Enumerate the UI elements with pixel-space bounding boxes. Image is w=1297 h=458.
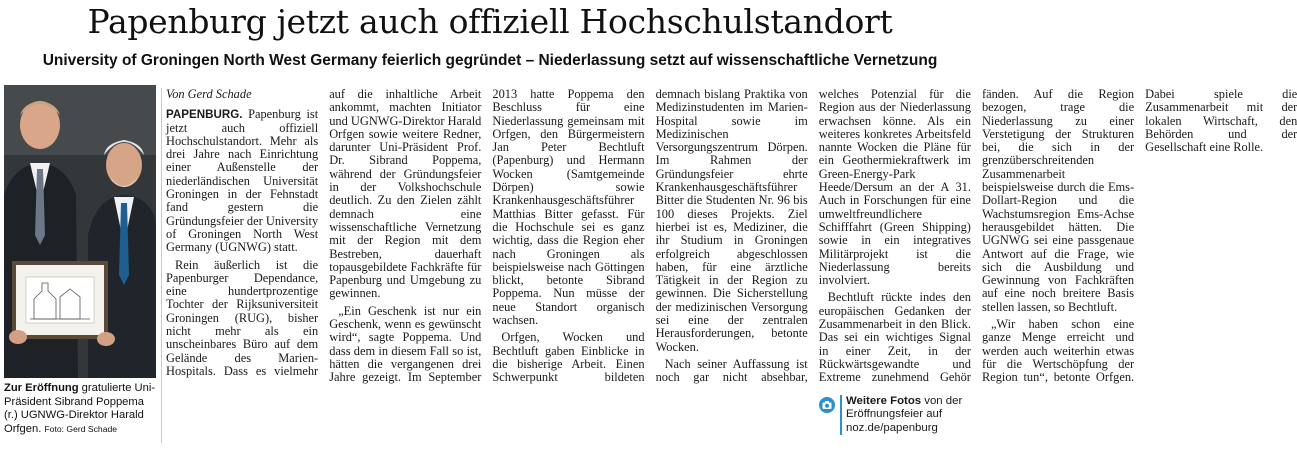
caption-text: gratulierte Uni-Präsident Sibrand Poppema (r.) UGNWG-Direktor Harald Orfgen.	[4, 382, 156, 435]
paragraph-6: Bechtluft rückte indes den europäischen Gedanken der Zusammenarbeit in den Blick. Das sei ein wichtiges Signal in einer Zeit, in der Rückwärtsgewandte und Extreme zunehmend Gehör fänden. Auf die Region bezogen, trage die Niederlassung zu einer Verstetigung der Strukturen bei, die sich in der grenzüberschreitenden Zusammenarbeit beispielsweise durch die Ems-Dollart-Region und die Wachstumsregion Ems-Achse herausgebildet hätten. Die UGNWG sei eine passgenaue Antwort auf die Frage, wie sich die Ausbildung und Gewinnung von Fachkräften auf eine noch breitere Basis stellen lassen, so Bechtluft.	[818, 87, 1135, 385]
paragraph-5: Nach seiner Auffassung ist noch gar nicht absehbar, welches Potenzial für die Region aus der Niederlassung erwachsen könne. Als ein weiteres konkretes Arbeitsfeld nannte Wocken die Pläne für ein Geothermiekraftwerk im Green-Energy-Park Heede/Dersum an der A 31. Auch in Forschungen für eine umweltfreundlichere Schifffahrt (Green Shipping) sowie in ein integratives Militärprojekt ist die Niederlassung bereits involviert.	[655, 87, 971, 385]
more-photos-text[interactable]	[840, 395, 979, 435]
article-photo	[4, 85, 156, 378]
dateline: PAPENBURG.	[166, 108, 243, 122]
photo-credit: Foto: Gerd Schade	[44, 423, 118, 434]
paragraph-2: Rein äußerlich ist die Papenburger Dependance, eine hundertprozentige Tochter der Rijksuniversiteit Groningen (RUG), bisher nicht mehr als ein unscheinbares Büro auf dem Gelände des Marien-Hospitals. Dass es vielmehr auf die inhaltliche Arbeit ankommt, machten Initiator und UGNWG-Direktor Harald Orfgen sowie weitere Redner, darunter Uni-Präsident Prof. Dr. Sibrand Poppema, während der Gründungsfeier in der Volkshochschule deutlich. Zu den Zielen zählt demnach eine wissenschaftliche Vernetzung mit der Region mit dem Bestreben, dauerhaft topausgebildete Fachkräfte für Papenburg und Umgebung zu gewinnen.	[166, 87, 482, 378]
paragraph-3: „Ein Geschenk ist nur ein Geschenk, wenn es gewünscht wird“, sagte Poppema. Und dass dem in diesem Fall so ist, hätten die vergangenen drei Jahre gezeigt. Im September 2013 hatte Poppema den Beschluss für eine Niederlassung gemeinsam mit Orfgen, den Bürgermeistern Jan Peter Bechtluft (Papenburg) und Hermann Wocken (Samtgemeinde Dörpen) sowie Krankenhausgeschäftsführer Matthias Bitter gefasst. Für die Hochschule sei es ganz wichtig, dass die Region eher nach Groningen als beispielsweise nach Göttingen blickt, betonte Sibrand Poppema. Nun müsse der neue Standort organisch wachsen.	[329, 87, 645, 385]
more-photos-link[interactable]: von der Eröffnungsfeier auf noz.de/papenburg	[846, 395, 963, 434]
caption-lead: Zur Eröffnung	[4, 382, 79, 394]
paragraph-7: „Wir haben schon eine ganze Menge erreicht und werden auch weiterhin etwas für die Wertschöpfung der Region tun“, betonte Orfgen. Dabei spiele die Zusammenarbeit mit der lokalen Wirtschaft, den Behörden und der Gesellschaft eine Rolle.	[981, 87, 1297, 385]
article-body	[166, 87, 1297, 388]
paragraph-4: Orfgen, Wocken und Bechtluft gaben Einblicke in die bisherige Arbeit. Einen Schwerpunkt bildeten demnach bislang Praktika von Medizinstudenten im Marien-Hospital sowie im Medizinischen Versorgungszentrum Dörpen. Im Rahmen der Gründungsfeier ehrte Krankenhausgeschäftsführer Bitter die Studenten Nr. 96 bis 100 dieses Projekts. Ziel hierbei ist es, Mediziner, die ihr Studium in Groningen erfolgreich abgeschlossen haben, für eine ärztliche Tätigkeit in der Region zu gewinnen. Die Sicherstellung der medizinischen Versorgung sei eine der zentralen Herausforderungen, betonte Wocken.	[492, 87, 808, 385]
lead-paragraph: PAPENBURG. Papenburg ist jetzt auch offiziell Hochschulstandort. Mehr als drei Jahre nach Einrichtung einer Außenstelle der niederländischen Universität Groningen in der Fehnstadt fand gestern die Gründungsfeier der University of Groningen North West Germany (UGNWG) statt.	[166, 107, 319, 255]
camera-icon	[819, 397, 835, 413]
more-photos-box[interactable]	[819, 395, 979, 435]
headline: Papenburg jetzt auch offiziell Hochschulstandort	[87, 2, 893, 41]
subheadline: University of Groningen North West Germany feierlich gegründet – Niederlassung setzt auf wissenschaftliche Vernetzung	[42, 52, 938, 69]
photo-illustration	[4, 85, 156, 378]
photo-caption	[4, 382, 158, 436]
byline: Von Gerd Schade	[166, 87, 252, 101]
column-divider	[161, 88, 162, 443]
more-photos-bold: Weitere Fotos	[846, 395, 922, 407]
